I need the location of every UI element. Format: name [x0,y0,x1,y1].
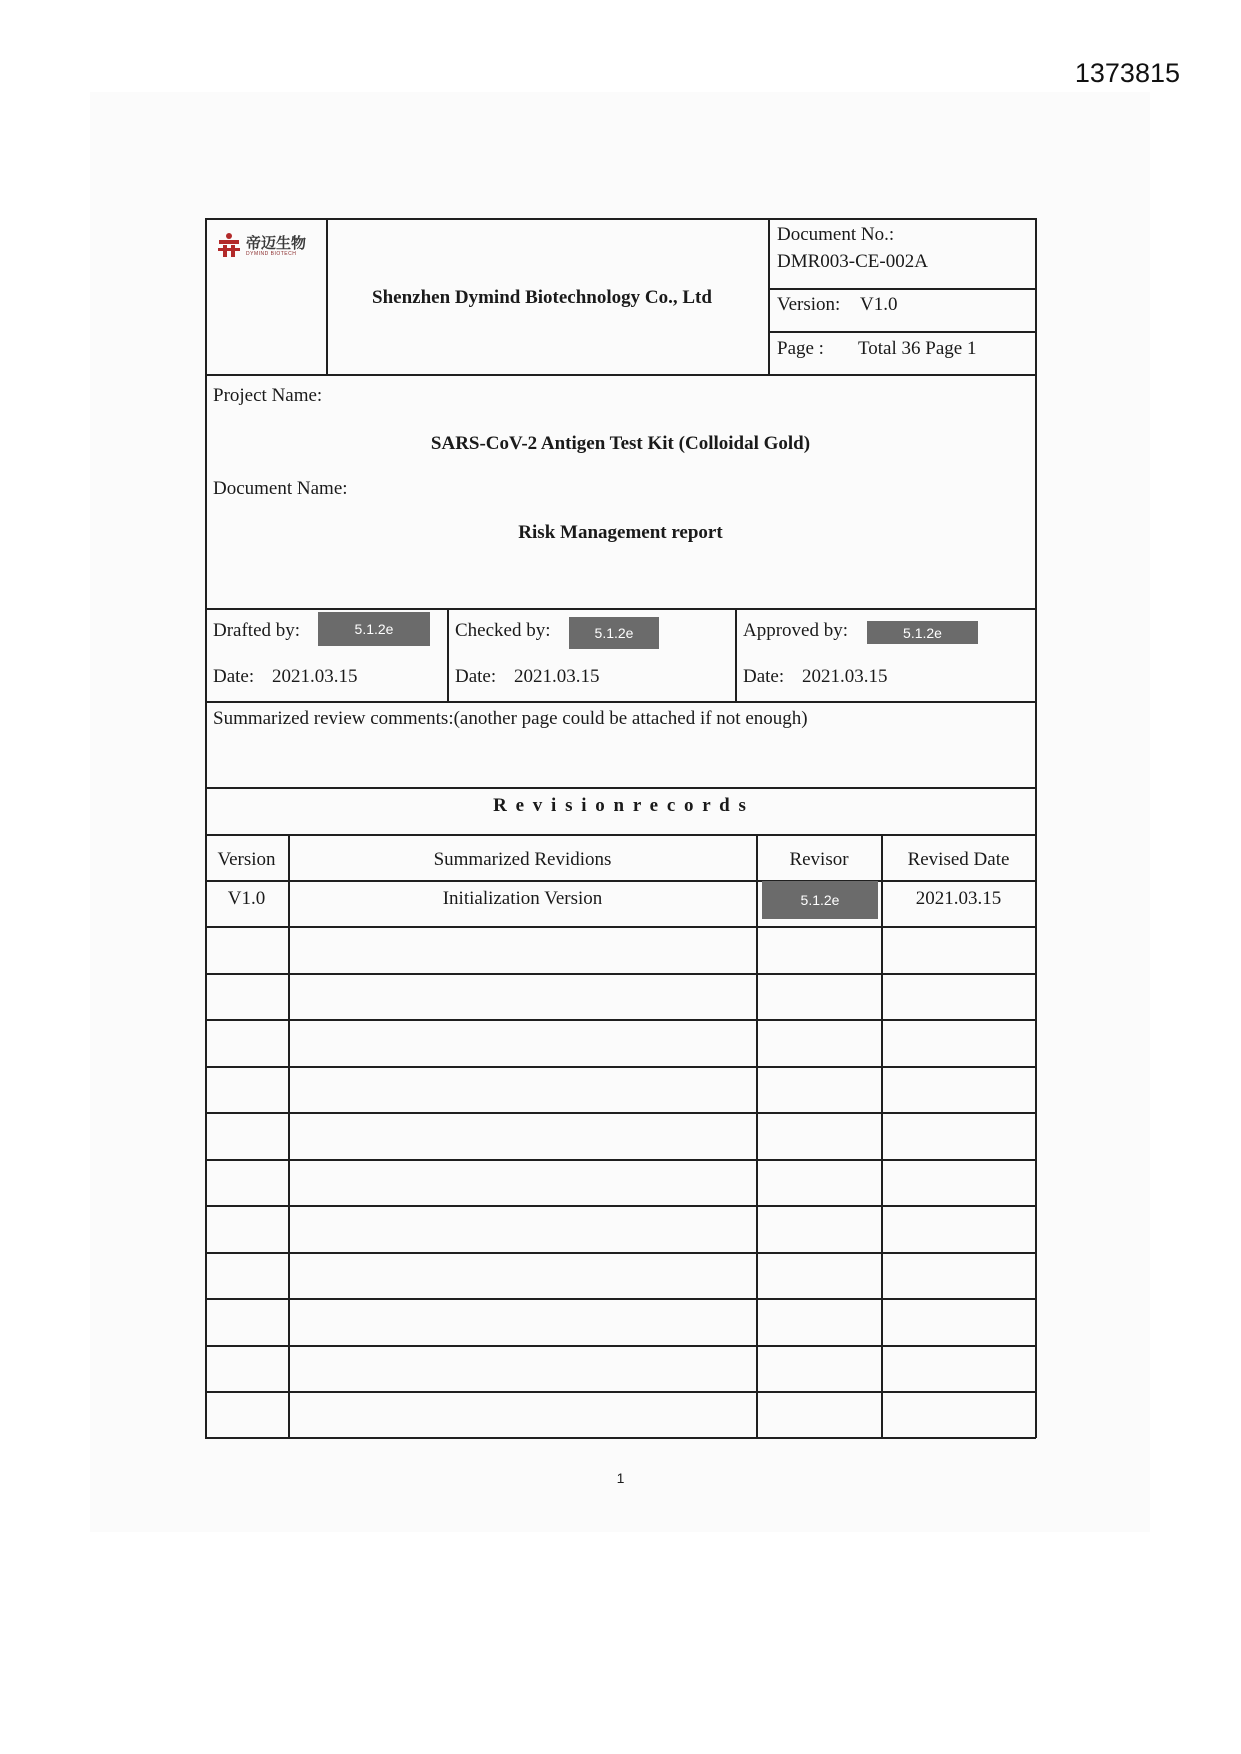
page-number: 1 [616,1470,625,1486]
company-name: Shenzhen Dymind Biotechnology Co., Ltd [372,287,712,308]
approved-date: 2021.03.15 [802,666,888,687]
document-name-label: Document Name: [213,478,348,499]
checked-by-redaction: 5.1.2e [569,617,659,649]
checked-by-label: Checked by: [455,620,551,641]
logo-mark-icon [216,232,242,260]
checked-date: 2021.03.15 [514,666,600,687]
col-header-revisor: Revisor [789,849,849,870]
col-header-revised-date: Revised Date [907,849,1010,870]
document-no-label: Document No.: [777,224,895,245]
page-value: Total 36 Page 1 [858,338,977,359]
logo-text-zh: 帝迈生物 [246,233,307,252]
review-comments-label: Summarized review comments:(another page could be attached if not enough) [213,708,808,729]
row-1-revised-date: 2021.03.15 [915,888,1002,909]
col-header-summary: Summarized Revidions [433,849,612,870]
project-name-label: Project Name: [213,385,323,406]
approved-by-redaction: 5.1.2e [867,621,978,644]
drafted-date-label: Date: [213,666,255,687]
checked-date-label: Date: [455,666,497,687]
row-1-version: V1.0 [227,888,266,909]
version-label: Version: [777,294,841,315]
document-id: 1373815 [1074,58,1180,88]
document-no-value: DMR003-CE-002A [777,251,928,272]
revision-records-title: R e v i s i o n r e c o r d s [493,795,748,816]
approved-date-label: Date: [743,666,785,687]
logo-text-en: DYMIND BIOTECH [246,250,297,257]
row-1-revisor-redaction: 5.1.2e [762,881,878,919]
approved-by-label: Approved by: [743,620,849,641]
project-name: SARS-CoV-2 Antigen Test Kit (Colloidal Gold) [430,433,811,454]
row-1-summary: Initialization Version [442,888,603,909]
version-value: V1.0 [860,294,898,315]
drafted-by-label: Drafted by: [213,620,301,641]
drafted-date: 2021.03.15 [272,666,358,687]
document-name: Risk Management report [518,522,723,543]
col-header-version: Version [217,849,276,870]
drafted-by-redaction: 5.1.2e [318,612,430,646]
page-label: Page : [777,338,824,359]
company-logo [216,232,306,260]
